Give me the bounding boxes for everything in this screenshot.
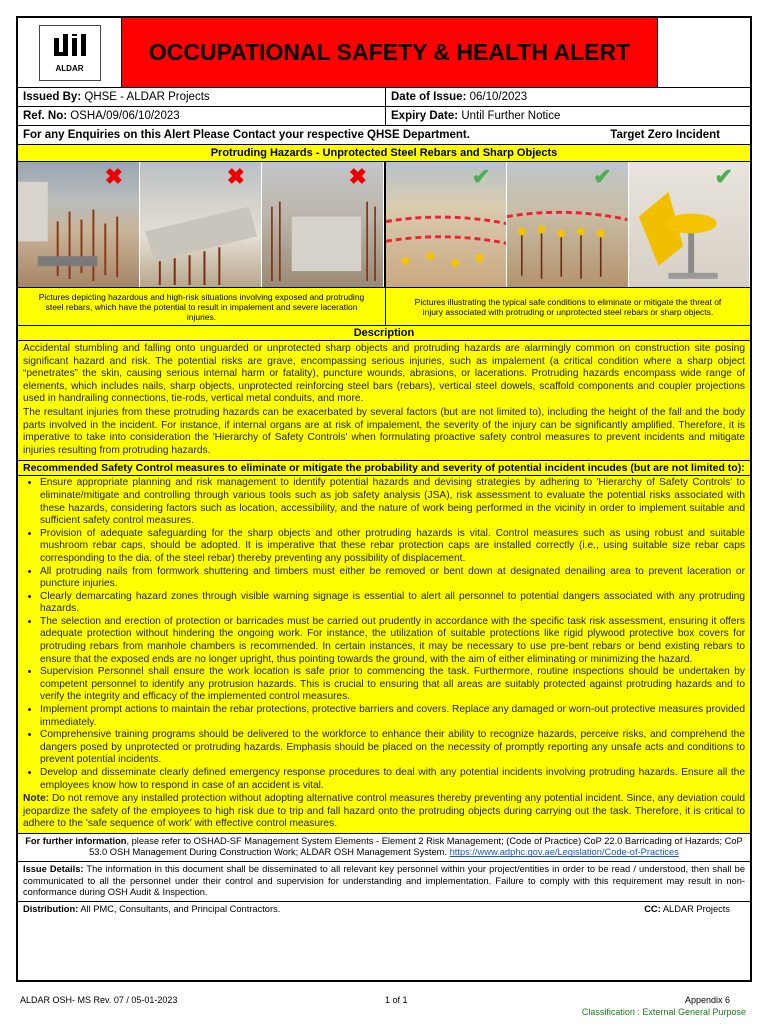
recommended-title: Recommended Safety Control measures to eliminate or mitigate the probability and severity of potential incident incudes (but are not limited to): bbox=[18, 461, 750, 476]
unsafe-caption: Pictures depicting hazardous and high-risk situations involving exposed and protruding steel rebars, which have the potential to result in impalement and severe laceration injuries. bbox=[18, 288, 386, 325]
unsafe-photo-2 bbox=[140, 162, 262, 287]
unsafe-cross-icon: ✖ bbox=[226, 164, 245, 189]
unsafe-cross-icon: ✖ bbox=[104, 164, 123, 189]
further-info bbox=[18, 834, 750, 862]
cc bbox=[644, 904, 730, 914]
distribution-label: Distribution: bbox=[23, 903, 79, 914]
list-item: • All protruding nails from formwork shuttering and timbers must either be removed or bent down at designated denailing area to prevent laceration or puncture injuries. bbox=[40, 566, 745, 591]
unsafe-photo-1 bbox=[18, 162, 140, 287]
code-of-practices-link[interactable]: https://www.adphc.gov.ae/Legislation/Code-of-Practices bbox=[449, 847, 679, 858]
description-paragraph-2: The resultant injuries from these protruding hazards can be exacerbated by several factors (but are not limited to), including the height of the fall and the body parts involved in the incident. For instance, if internal organs are at risk of impalement, the severity of the injury can be significantly amplified. Therefore, it is imperative to take into consideration the 'Hierarchy of Safety Controls' when formulating proactive safety control measures to prevent incidents and mitigate injuries resulting from protruding hazards. bbox=[23, 406, 745, 456]
info-row-2 bbox=[18, 107, 750, 126]
safe-check-icon: ✔ bbox=[714, 164, 733, 189]
date-cell bbox=[386, 88, 527, 106]
unsafe-photos bbox=[18, 162, 384, 287]
appendix-label: Appendix 6 bbox=[684, 995, 730, 1005]
list-item: • Develop and disseminate clearly defined emergency response procedures to deal with any potential incidents involving protruding hazards. Ensure all the employees know how to respond in case of an accident is vital. bbox=[40, 767, 745, 792]
note bbox=[23, 793, 745, 831]
caption-row bbox=[18, 288, 750, 326]
ref-cell bbox=[18, 107, 386, 125]
issue-details bbox=[18, 862, 750, 902]
description-body bbox=[18, 341, 750, 461]
page-title: OCCUPATIONAL SAFETY & HEALTH ALERT bbox=[148, 39, 631, 65]
note-text: Do not remove any installed protection without adopting alternative control measures thereby preventing any potential incident. Since, any deviation could jeopardize the safety of the employees to high risk due to trip and fall hazard onto the protruding objects during carrying out the task. Therefore, it is critical to adhere to the 'safe sequence of work' with effective control measures. bbox=[23, 793, 745, 830]
issued-by-value: QHSE - ALDAR Projects bbox=[84, 91, 210, 103]
issued-by-cell bbox=[18, 88, 386, 106]
issued-by-label: Issued By: bbox=[23, 91, 82, 103]
date-value: 06/10/2023 bbox=[469, 91, 528, 103]
issue-label: Issue Details: bbox=[23, 863, 84, 874]
logo-cell bbox=[18, 18, 122, 87]
alert-document bbox=[16, 16, 752, 982]
expiry-label: Expiry Date: bbox=[391, 110, 459, 122]
recommended-body bbox=[18, 476, 750, 834]
safe-photos bbox=[384, 162, 750, 287]
issue-text: The information in this document shall be disseminated to all relevant key personnel within your project/entities in order to be read / understood, then shall be communicated to all the personnel under their control and supervision for understanding and implementation. Failure to comply with this requirement may result in non-conformance during OSH Audit & Inspection. bbox=[23, 863, 745, 898]
distribution bbox=[23, 904, 280, 914]
cc-label: CC: bbox=[644, 903, 661, 914]
ref-value: OSHA/09/06/10/2023 bbox=[70, 110, 180, 122]
enquiry-row bbox=[18, 126, 750, 145]
distribution-row bbox=[18, 902, 750, 916]
unsafe-cross-icon: ✖ bbox=[348, 164, 367, 189]
recommended-list bbox=[23, 477, 745, 792]
unsafe-photo-3 bbox=[262, 162, 384, 287]
list-item: • Clearly demarcating hazard zones through visible warning signage is essential to alert all personnel to potential dangers associated with any protruding hazards. bbox=[40, 591, 745, 616]
safe-photo-3 bbox=[629, 162, 750, 287]
header bbox=[18, 18, 750, 88]
target-text: Target Zero Incident bbox=[610, 129, 720, 141]
description-title: Description bbox=[18, 326, 750, 341]
doc-reference: ALDAR OSH- MS Rev. 07 / 05-01-2023 bbox=[20, 995, 178, 1005]
list-item: • The selection and erection of protection or barricades must be carried out prudently in accordance with the specific task risk assessment, ensuring it offers adequate protection without hindering the ongoing work. For instance, the utilization of suitable protections like rigid plywood protective box covers for protruding rebars from manhole chambers is recommended. In certain instances, it may be necessary to use pre-bent rebars or bend existing rebars to ensure that the exposed ends are no longer upright, thus pointing towards the ground, with the aim of either eliminating or minimizing the hazard. bbox=[40, 616, 745, 666]
logo-text: ALDAR bbox=[55, 64, 84, 73]
safe-check-icon: ✔ bbox=[471, 164, 491, 189]
description-paragraph-1: Accidental stumbling and falling onto unguarded or unprotected sharp objects and protruding hazards are alarmingly common on construction site posing significant hazard and risk. The potential risks are grave, encompassing serious injuries, such as impalement (a critical condition where a sharp object “penetrates” the skin, causing serious internal harm or fatality), puncture wounds, abrasions, or lacerations. Protruding hazards encompass wide range of elements, which includes nails, sharp objects, unprotected reinforcing steel bars (rebars), vertical steel dowels, scaffold components and coupler projections used in handrailing connections, tie-rods, vertical metal conduits, and more. bbox=[23, 343, 745, 405]
distribution-text: All PMC, Consultants, and Principal Contractors. bbox=[80, 903, 281, 914]
aldar-logo-mark-icon bbox=[51, 32, 89, 62]
safe-photo-1 bbox=[386, 162, 507, 287]
date-label: Date of Issue: bbox=[391, 91, 467, 103]
safe-caption: Pictures illustrating the typical safe conditions to eliminate or mitigate the threat of injury associated with protruding or unprotected steel rebars or sharp objects. bbox=[386, 288, 750, 325]
expiry-cell bbox=[386, 107, 560, 125]
info-row-1 bbox=[18, 88, 750, 107]
list-item: • Supervision Personnel shall ensure the work location is safe prior to commencing the task. Furthermore, routine inspections should be undertaken by competent personnel to identify any protrusion hazards. This is crucial to ensuring that all areas are suitably protected against protruding hazards and to verify the integrity and efficacy of the implemented control measures. bbox=[40, 666, 745, 704]
title-banner bbox=[122, 18, 658, 87]
ref-label: Ref. No: bbox=[23, 110, 68, 122]
list-item: • Provision of adequate safeguarding for the sharp objects and other protruding hazards is vital. Control measures such as using robust and suitable mushroom rebar caps, should be adopted. It is imperative that these rebar protection caps are installed correctly (i.e., using suitable size rebar caps corresponding to the dia. of the steel rebar) thereby preventing any possibility of displacement. bbox=[40, 528, 745, 566]
further-label: For further information bbox=[25, 835, 127, 846]
expiry-value: Until Further Notice bbox=[461, 110, 561, 122]
photo-strip bbox=[18, 162, 750, 288]
safe-photo-2 bbox=[507, 162, 628, 287]
cc-text: ALDAR Projects bbox=[662, 903, 730, 914]
list-item: • Implement prompt actions to maintain the rebar protections, protective barriers and covers. Replace any damaged or worn-out protective measures provided immediately. bbox=[40, 704, 745, 729]
list-item: • Comprehensive training programs should be delivered to the workforce to enhance their ability to recognize hazards, perceive risks, and comprehend the dangers posed by unprotected or protruding hazards. Emphasis should be placed on the necessity of promptly reporting any unsafe acts and conditions to prevent potential incidents. bbox=[40, 729, 745, 767]
further-text: , please refer to OSHAD-SF Management System Elements - Element 2 Risk Management; (Code of Practice) CoP 22.0 Barricading of Hazards; CoP 53.0 OSH Management During Construction Work; ALDAR OSH Management System. bbox=[89, 835, 743, 858]
list-item: • Ensure appropriate planning and risk management to identify potential hazards and devising strategies by adhering to 'Hierarchy of Safety Controls' to eliminate/mitigate and controlling through various tools such as job safety analysis (JSA), risk assessment to evaluate the potential risks associated with these hazards, considering factors such as location, accessibility, and the nature of work being performed in the vicinity in order to implement suitable and sufficient safety control measures. bbox=[40, 477, 745, 527]
safe-check-icon: ✔ bbox=[593, 164, 612, 189]
classification-label: Classification : External General Purpose bbox=[581, 1007, 746, 1017]
page-number: 1 of 1 bbox=[385, 995, 408, 1005]
aldar-logo bbox=[39, 25, 101, 81]
header-blank-cell bbox=[658, 18, 750, 87]
enquiry-text: For any Enquiries on this Alert Please Contact your respective QHSE Department. bbox=[23, 129, 470, 141]
hazard-title: Protruding Hazards - Unprotected Steel Rebars and Sharp Objects bbox=[18, 145, 750, 162]
note-label: Note: bbox=[23, 793, 50, 805]
